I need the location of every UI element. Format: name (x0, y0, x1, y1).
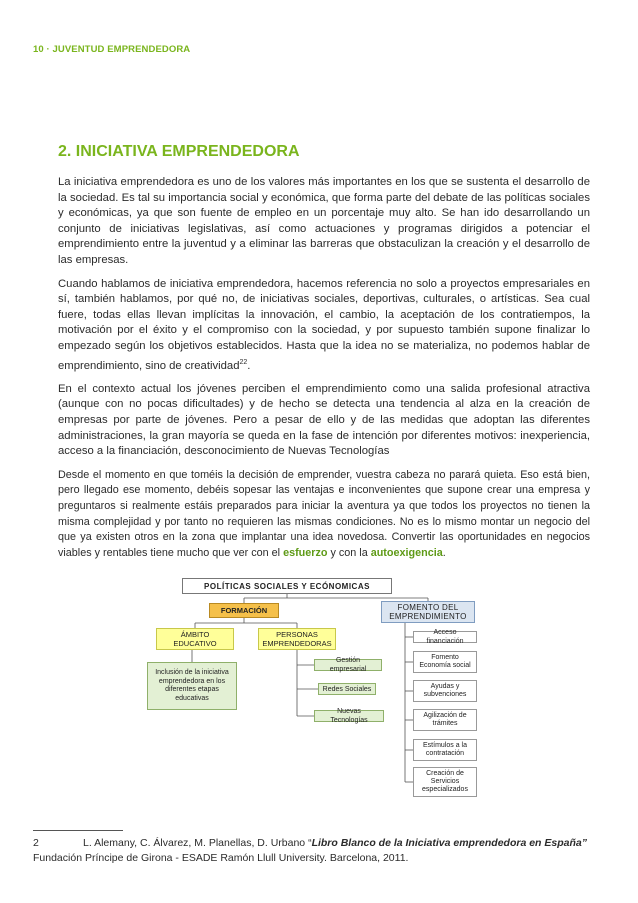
paragraph-2-end: . (247, 359, 251, 372)
node-agilizacion: Agilización de trámites (413, 709, 477, 731)
footnote-rest: Fundación Príncipe de Girona - ESADE Ramón Llull University. Barcelona, 2011. (33, 851, 409, 864)
node-creacion-servicios: Creación de Servicios especializados (413, 767, 477, 797)
footnote-ref[interactable]: 22 (239, 358, 248, 366)
node-ayudas: Ayudas y subvenciones (413, 680, 477, 702)
node-politicas: POLÍTICAS SOCIALES Y ECÓNOMICAS (182, 578, 392, 594)
footnote-title: Libro Blanco de la Iniciativa emprendedora en España” (311, 837, 587, 849)
esfuerzo-emphasis: esfuerzo (283, 546, 328, 559)
node-fomento: FOMENTO DEL EMPRENDIMIENTO (381, 601, 475, 623)
node-ambito-educativo: ÁMBITO EDUCATIVO (156, 628, 234, 650)
node-inclusion: Inclusión de la iniciativa emprendedora en los diferentes etapas educativas (147, 662, 237, 710)
node-estimulos: Estímulos a la contratación (413, 739, 477, 761)
section-title: 2. INICIATIVA EMPRENDEDORA (58, 143, 300, 160)
paragraph-3: En el contexto actual los jóvenes perciben el emprendimiento como una salida profesional atractiva (aunque con no pocas dificultades) y de hecho se detecta una tendencia al alza en la creación de empresas por parte de jóvenes. Pero a pesar de ello y de las medidas que adoptan las diferentes administraciones, la gran mayoría se queda en la fase de intención por diferentes motivos: inexperiencia, acceso a la financiación, desconocimiento de Nuevas Tecnologías (58, 382, 590, 458)
paragraph-2-text: Cuando hablamos de iniciativa emprendedora, hacemos referencia no solo a proyectos empresariales en sí, también hablamos, por qué no, de iniciativas sociales, deportivas, culturales, o artísticas. Sea cual fuere, todas ellas llevan implícitas la innovación, el cambio, la aceptación de los contratiempos, la motivación por el éxito y el compromiso con la sociedad, y por supuesto también supone finalizar lo empezado según los objetivos establecidos. Hasta que la idea no se materializa, no podemos hablar de emprendimiento, sino de creatividad (58, 277, 590, 372)
node-acceso-financiacion: Acceso financiación (413, 631, 477, 643)
footnote-number: 2 (33, 837, 39, 849)
autoexigencia-emphasis: autoexigencia (370, 546, 443, 559)
node-personas-emprendedoras: PERSONAS EMPRENDEDORAS (258, 628, 336, 650)
node-redes-sociales: Redes Sociales (318, 683, 376, 695)
paragraph-1: La iniciativa emprendedora es uno de los valores más importantes en los que se sustenta el desarrollo de la sociedad. Es tal su importancia social y económica, que forma parte del debate de las políticas sociales y económicas, ya que son fuente de empleo en un porcentaje muy alto. Se han ido desarrollando un conjunto de iniciativas legislativas, así como actuaciones y programas dirigidos a potenciar el emprendimiento entre la juventud y a eliminar las barreras que obstaculizan la creación y el desarrollo de las empresas. (58, 176, 590, 266)
footnote-authors: L. Alemany, C. Álvarez, M. Planellas, D. Urbano “ (83, 837, 312, 849)
footnote (33, 836, 593, 865)
paragraph-4-mid: y con la (327, 546, 371, 559)
footnote-rule (33, 830, 123, 831)
running-head: 10 · JUVENTUD EMPRENDEDORA (33, 44, 191, 55)
node-nuevas-tecnologias: Nuevas Tecnologías (314, 710, 384, 722)
paragraph-4-text: Desde el momento en que toméis la decisión de emprender, vuestra cabeza no parará quieta. Eso está bien, pero llegado ese momento, debéis sopesar las ventajas e inconvenientes que supone crear una empresa y preguntaros si realmente estáis preparados para iniciar la aventura ya que todos los proyectos no tienen la misma complejidad y por tanto no requieren las mismas condiciones. No es lo mismo montar un negocio del que ya existen otros en la zona que implantar una idea novedosa. Convertir las oportunidades en negocios viables y rentables tiene mucho que ver con el (58, 468, 590, 559)
node-fomento-economia: Fomento Economía social (413, 651, 477, 673)
node-gestion-empresarial: Gestión empresarial (314, 659, 382, 671)
paragraph-4-end: . (442, 546, 446, 559)
node-formacion: FORMACIÓN (209, 603, 279, 618)
